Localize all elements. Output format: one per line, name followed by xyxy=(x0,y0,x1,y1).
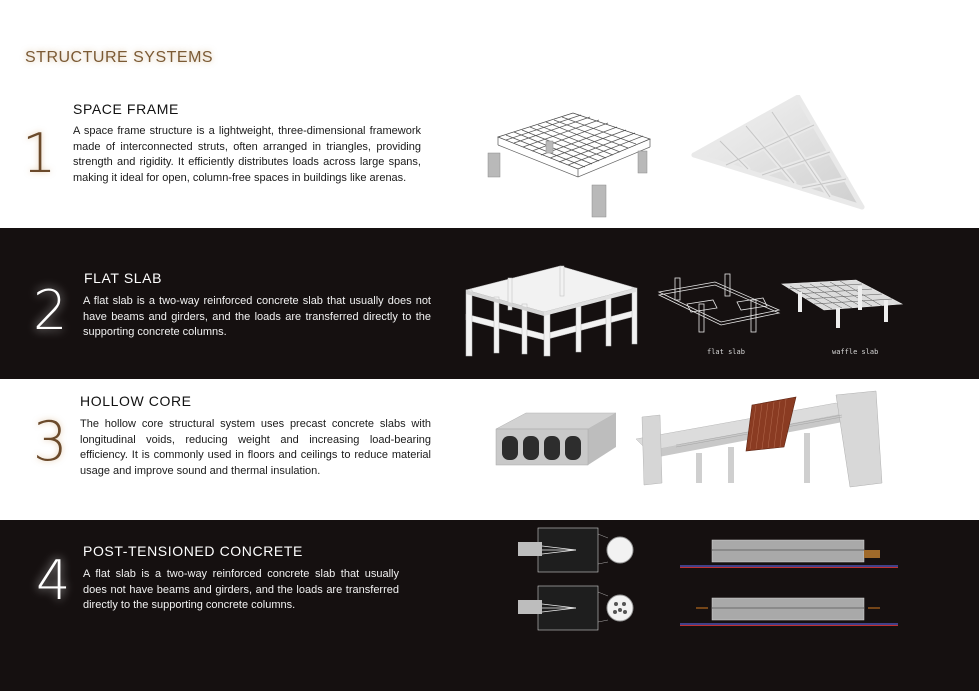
post-tension-beam-illustration xyxy=(680,536,902,628)
section-post-tensioned xyxy=(0,520,979,691)
flat-slab-caption: flat slab xyxy=(707,348,745,356)
section-space-frame xyxy=(0,85,979,228)
section-heading: HOLLOW CORE xyxy=(80,393,192,409)
hollow-core-installation-illustration xyxy=(636,387,898,489)
section-description: A flat slab is a two-way reinforced concrete slab that usually does not have beams and girders, and the loads are transferred directly to the supporting concrete columns. xyxy=(83,568,399,611)
section-heading: POST-TENSIONED CONCRETE xyxy=(83,543,303,559)
section-heading: FLAT SLAB xyxy=(84,270,163,286)
hollow-core-slab-illustration xyxy=(492,409,620,473)
space-frame-triangle-illustration xyxy=(686,95,870,220)
section-description: A flat slab is a two-way reinforced concrete slab that usually does not have beams and girders, and the loads are transferred directly to the supporting concrete columns. xyxy=(83,295,431,338)
section-number: 2 xyxy=(33,279,68,342)
section-hollow-core xyxy=(0,379,979,520)
section-description: A space frame structure is a lightweight, three-dimensional framework made of interconnected struts, often arranged in triangles, providing strength and rigidity. It efficiently distributes loads across large spans, making it ideal for open, column-free spaces in buildings like arenas. xyxy=(73,125,421,184)
section-number: 4 xyxy=(36,549,71,612)
flat-slab-frame-illustration xyxy=(448,262,640,358)
page-title: STRUCTURE SYSTEMS xyxy=(25,49,214,66)
space-frame-grid-illustration xyxy=(478,97,656,222)
tendon-anchorage-illustration xyxy=(516,524,642,642)
section-number: 1 xyxy=(22,122,57,185)
section-description: The hollow core structural system uses precast concrete slabs with longitudinal voids, reducing weight and increasing load-bearing efficiency. It is commonly used in floors and ceilings to reduce material usage and improve sound and thermal insulation. xyxy=(80,418,431,477)
section-flat-slab xyxy=(0,228,979,379)
section-heading: SPACE FRAME xyxy=(73,101,179,117)
waffle-slab-diagram-illustration xyxy=(778,270,908,358)
waffle-slab-caption: waffle slab xyxy=(832,348,879,356)
flat-slab-diagram-illustration xyxy=(655,270,783,358)
section-number: 3 xyxy=(33,410,68,473)
